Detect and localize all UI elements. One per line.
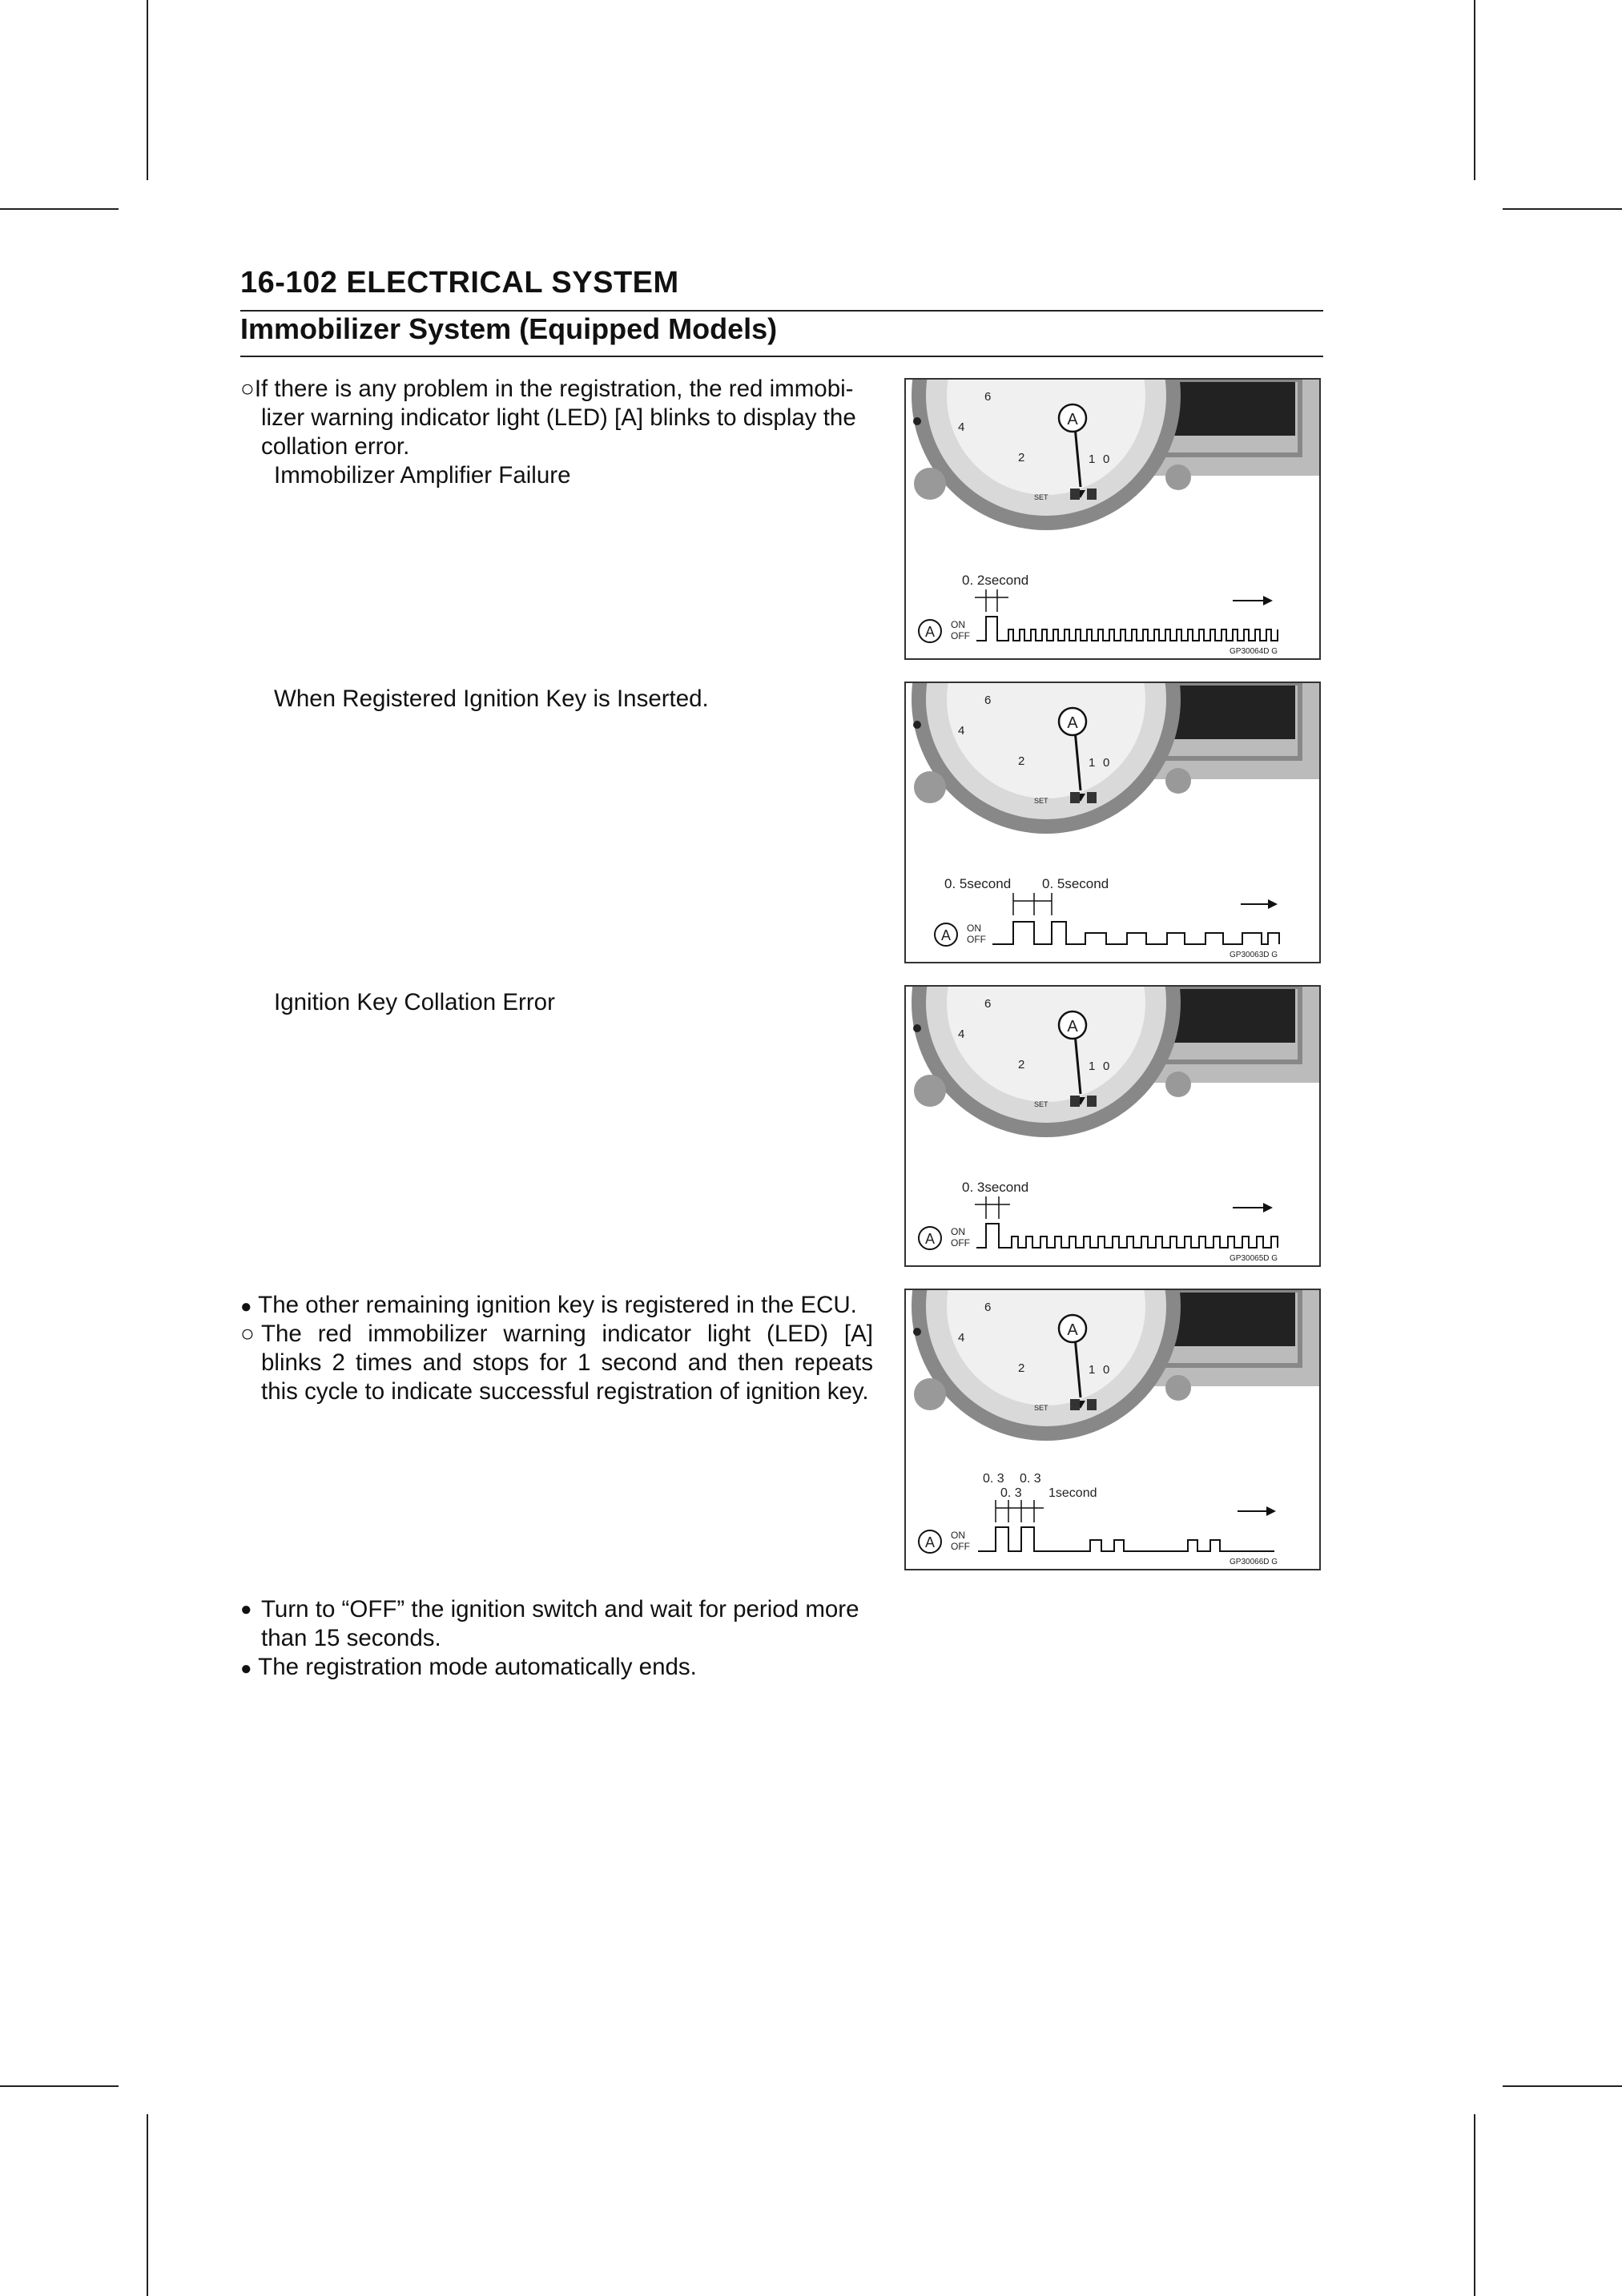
gauge-number: 0: [1103, 1363, 1110, 1377]
callout-a: A: [1067, 1321, 1078, 1339]
gauge-number: 4: [958, 1027, 965, 1041]
label-registered-key: When Registered Ignition Key is Inserted.: [274, 686, 709, 712]
paragraph-collation-error: [240, 375, 881, 461]
bullet-item: [240, 1291, 897, 1321]
gauge-label: SET: [1034, 797, 1048, 805]
timing-label: 1second: [1048, 1486, 1097, 1500]
off-label: OFF: [951, 1541, 970, 1552]
gauge-number: 6: [984, 997, 992, 1011]
gauge-number: 4: [958, 724, 965, 738]
callout-a: A: [924, 1231, 936, 1247]
page-title: 16-102 ELECTRICAL SYSTEM: [240, 266, 679, 300]
header-rule: [240, 310, 1323, 312]
label-collation-error: Ignition Key Collation Error: [274, 989, 555, 1015]
on-label: ON: [951, 1226, 965, 1237]
meter-diagram: [906, 1290, 1319, 1569]
gauge-number: 1: [1089, 756, 1096, 770]
gauge-number: 0: [1103, 756, 1110, 770]
text-line: collation error.: [261, 433, 410, 460]
crop-mark: [0, 208, 119, 210]
gauge-number: 6: [984, 694, 992, 707]
gauge-number: 2: [1018, 1058, 1025, 1072]
off-label: OFF: [951, 1237, 970, 1249]
crop-mark: [1503, 2085, 1622, 2087]
gauge-number: 2: [1018, 754, 1025, 768]
hollow-bullet: ○: [240, 376, 255, 402]
off-label: OFF: [951, 630, 970, 641]
gauge-number: 2: [1018, 1361, 1025, 1375]
timing-label: 0. 3: [983, 1472, 1004, 1486]
crop-mark: [1474, 0, 1475, 180]
gauge-number: 0: [1103, 1060, 1110, 1073]
on-label: ON: [951, 619, 965, 630]
crop-mark: [0, 2085, 119, 2087]
gauge-number: 1: [1089, 1060, 1096, 1073]
figure-registered-key: [904, 682, 1321, 963]
crop-mark: [147, 2114, 148, 2296]
meter-diagram: [906, 683, 1319, 962]
text-block: The red immobilizer warning indicator light (LED) [A] blinks 2 times and stops for 1 second and then repeats this cycle to indicate successful registration of ignition key.: [261, 1321, 873, 1405]
text-line: The registration mode automatically ends.: [258, 1654, 697, 1680]
gauge-number: 1: [1089, 452, 1096, 466]
bullet-item: [240, 1595, 873, 1653]
crop-mark: [147, 0, 148, 180]
timing-label: 0. 3: [1000, 1486, 1022, 1500]
meter-diagram: [906, 380, 1319, 658]
timing-label: 0. 5second: [1042, 876, 1109, 891]
gauge-label: SET: [1034, 1404, 1048, 1412]
text-block: Turn to “OFF” the ignition switch and wait for period more than 15 seconds.: [261, 1596, 859, 1651]
section-title: Immobilizer System (Equipped Models): [240, 312, 778, 345]
gauge-number: 2: [1018, 451, 1025, 464]
figure-registration-success: [904, 1289, 1321, 1570]
gauge-label: SET: [1034, 1100, 1048, 1108]
gauge-label: SET: [1034, 493, 1048, 501]
gauge-number: 1: [1089, 1363, 1096, 1377]
crop-mark: [1503, 208, 1622, 210]
figure-code: GP30064D G: [1230, 647, 1278, 656]
text-line: If there is any problem in the registration, the red immobi-: [254, 376, 854, 402]
text-line: The other remaining ignition key is registered in the ECU.: [258, 1292, 857, 1318]
section-rule: [240, 356, 1323, 357]
on-label: ON: [967, 923, 981, 934]
callout-a: A: [1067, 1018, 1078, 1035]
timing-label: 0. 5second: [944, 876, 1012, 891]
gauge-number: 6: [984, 390, 992, 404]
on-label: ON: [951, 1530, 965, 1541]
callout-a: A: [924, 624, 936, 640]
callout-a: A: [940, 927, 952, 943]
hollow-bullet: ○: [240, 1321, 255, 1347]
figure-code: GP30065D G: [1230, 1254, 1278, 1263]
gauge-number: 4: [958, 1331, 965, 1345]
solid-bullet: ●: [240, 1598, 252, 1620]
gauge-number: 0: [1103, 452, 1110, 466]
figure-amplifier-failure: [904, 378, 1321, 660]
figure-code: GP30066D G: [1230, 1558, 1278, 1566]
text-line: lizer warning indicator light (LED) [A] blinks to display the: [261, 404, 856, 431]
timing-label: 0. 3second: [962, 1180, 1029, 1195]
bullet-item: [240, 1653, 873, 1683]
solid-bullet: ●: [240, 1658, 252, 1679]
meter-diagram: [906, 987, 1319, 1265]
label-amplifier-failure: Immobilizer Amplifier Failure: [274, 462, 571, 489]
gauge-number: 4: [958, 420, 965, 434]
callout-a: A: [1067, 714, 1078, 732]
callout-a: A: [1067, 411, 1078, 428]
figure-code: GP30063D G: [1230, 951, 1278, 959]
callout-a: A: [924, 1534, 936, 1550]
timing-label: 0. 3: [1020, 1472, 1041, 1486]
timing-label: 0. 2second: [962, 573, 1029, 588]
crop-mark: [1474, 2114, 1475, 2296]
solid-bullet: ●: [240, 1296, 252, 1317]
paragraph-success: [240, 1320, 873, 1406]
figure-collation-error: [904, 985, 1321, 1267]
gauge-number: 6: [984, 1301, 992, 1314]
off-label: OFF: [967, 934, 986, 945]
